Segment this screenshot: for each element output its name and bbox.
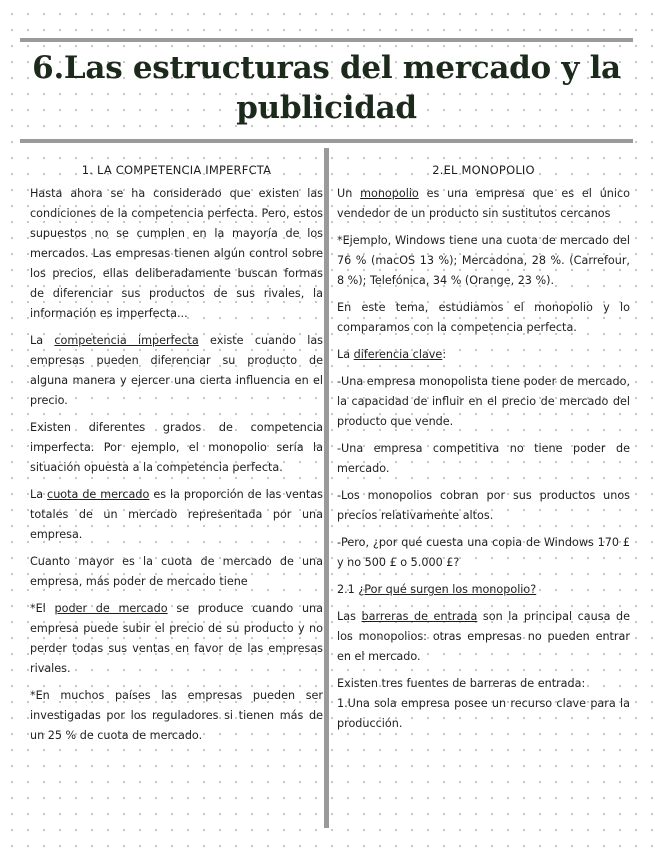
title-top-rule bbox=[20, 38, 633, 42]
text: existe cuando las empresas pueden diferenciar su producto de alguna manera y ejercer una cierta influencia en el precio. bbox=[30, 334, 323, 407]
paragraph: En este tema, estudiamos el monopolio y lo comparamos con la competencia perfecta. bbox=[337, 301, 630, 334]
subsection-number: 2.1 bbox=[337, 583, 359, 596]
section-heading-competencia: 1. LA COMPETENCIA IMPERFCTA bbox=[81, 163, 272, 177]
paragraph: *En muchos países las empresas pueden ser investigadas por los reguladores si tienen más de un 25 % de cuota de mercado. bbox=[30, 689, 323, 742]
paragraph bbox=[30, 331, 323, 411]
paragraph: -Una empresa competitiva no tiene poder de mercado. bbox=[337, 442, 630, 475]
term-barreras-de-entrada: barreras de entrada bbox=[361, 610, 478, 623]
paragraph bbox=[337, 345, 630, 365]
term-competencia-imperfecta: competencia imperfecta bbox=[54, 334, 199, 347]
text: *El bbox=[30, 602, 55, 615]
subsection-title: ¿Por qué surgen los monopolio? bbox=[358, 583, 537, 596]
term-diferencia-clave: diferencia clave bbox=[353, 348, 443, 361]
title-line-1: 6.Las estructuras del mercado y la bbox=[32, 50, 621, 86]
paragraph: 1.Una sola empresa posee un recurso clave para la producción. bbox=[337, 697, 630, 730]
page-title bbox=[20, 48, 633, 128]
text: La bbox=[30, 334, 55, 347]
text: se produce cuando una empresa puede subir el precio de su producto y no perder todas sus ventas en favor de las empresas rivales. bbox=[30, 602, 323, 675]
text: Un bbox=[337, 187, 361, 200]
paragraph bbox=[337, 184, 630, 224]
column-divider bbox=[324, 148, 329, 828]
text: es una empresa que es el único vendedor de un producto sin sustitutos cercanos bbox=[337, 187, 630, 220]
paragraph bbox=[30, 485, 323, 545]
paragraph bbox=[337, 607, 630, 667]
text: son la principal causa de los monopolios: otras empresas no pueden entrar en el mercado. bbox=[337, 610, 631, 663]
section-heading-monopolio: 2.EL MONOPOLIO bbox=[432, 163, 535, 177]
paragraph: -Pero, ¿por qué cuesta una copia de Windows 170 £ y no 500 £ o 5.000 £? bbox=[337, 536, 630, 569]
subsection-heading bbox=[337, 580, 630, 600]
text: La bbox=[30, 488, 48, 501]
left-column bbox=[30, 160, 323, 753]
title-bottom-rule bbox=[20, 139, 633, 143]
text: La bbox=[337, 348, 354, 361]
paragraph: *Ejemplo, Windows tiene una cuota de mercado del 76 % (macOS 13 %); Mercadona, 28 %. (Carrefour, 8 %); Telefónica, 34 % (Orange, 23 %). bbox=[337, 234, 630, 287]
paragraph: -Los monopolios cobran por sus productos unos precios relativamente altos. bbox=[337, 489, 630, 522]
text: : bbox=[442, 348, 447, 361]
text: Las bbox=[337, 610, 362, 623]
term-monopolio: monopolio bbox=[360, 187, 419, 200]
text: es la proporción de las ventas totales de un mercado representada por una empresa. bbox=[30, 488, 323, 541]
paragraph: Existen diferentes grados de competencia imperfecta. Por ejemplo, el monopolio sería la situación opuesta a la competencia perfecta. bbox=[30, 421, 323, 474]
paragraph: Cuanto mayor es la cuota de mercado de una empresa, más poder de mercado tiene bbox=[30, 555, 323, 588]
paragraph: Hasta ahora se ha considerado que existen las condiciones de la competencia perfecta. Pero, estos supuestos no se cumplen en la mayoría de los mercados. Las empresas tienen algún control sobre los precios, ellas deliberadamente buscan formas de diferenciar sus productos de sus rivales, la información es imperfecta... bbox=[30, 187, 323, 320]
term-poder-de-mercado: poder de mercado bbox=[54, 602, 168, 615]
term-cuota-de-mercado: cuota de mercado bbox=[47, 488, 150, 501]
title-line-2: publicidad bbox=[236, 90, 417, 126]
paragraph: -Una empresa monopolista tiene poder de mercado, la capacidad de influir en el precio de mercado del producto que vende. bbox=[337, 375, 630, 428]
paragraph: Existen tres fuentes de barreras de entrada: bbox=[337, 677, 586, 690]
right-column bbox=[337, 160, 630, 741]
paragraph bbox=[30, 599, 323, 679]
